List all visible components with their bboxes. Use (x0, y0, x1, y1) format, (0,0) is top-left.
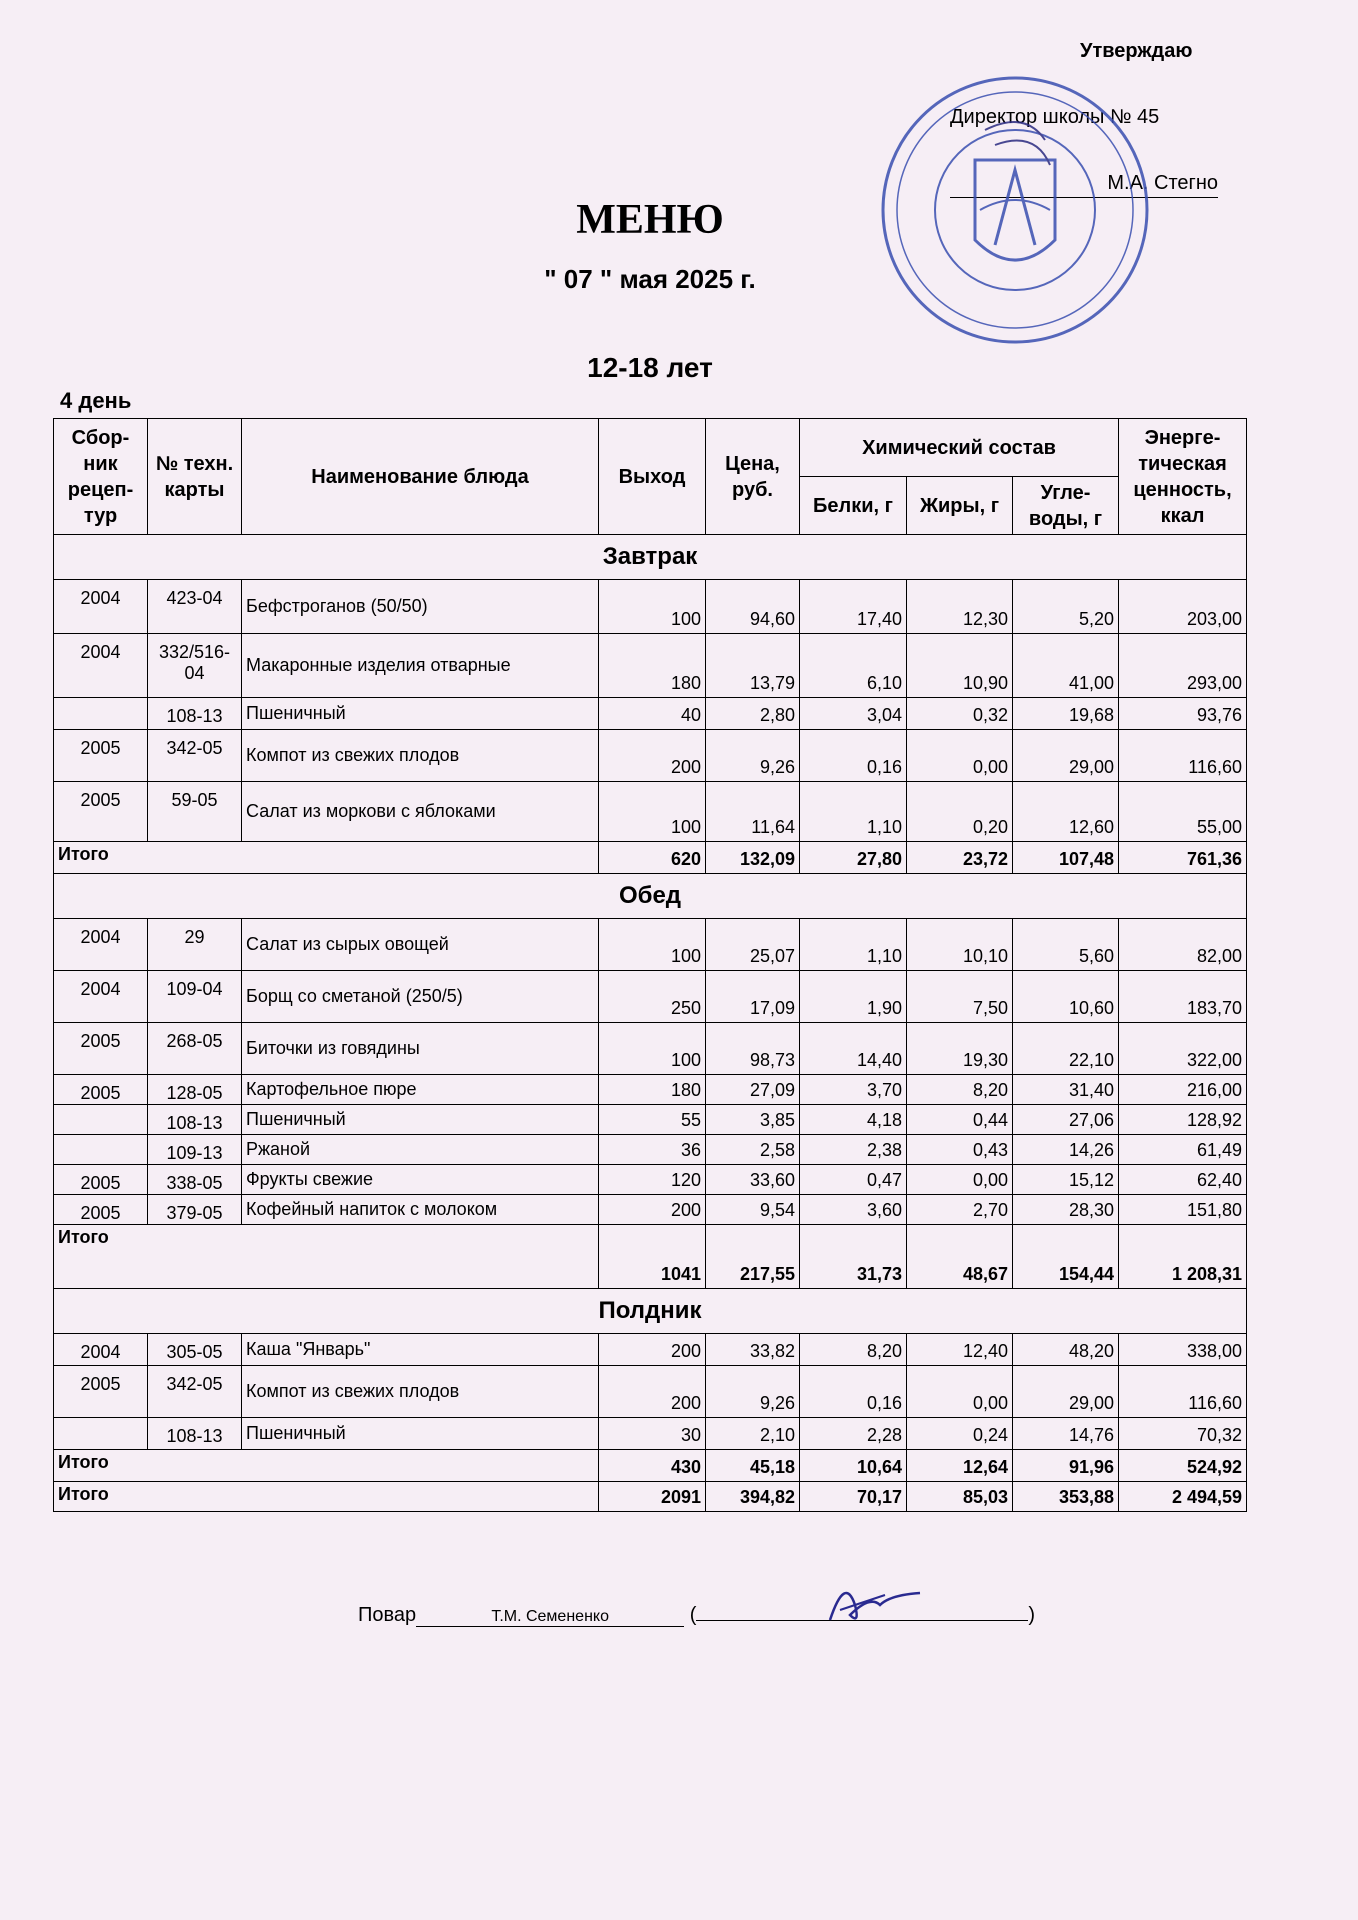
cell-f: 0,43 (907, 1135, 1013, 1165)
cell-e: 55,00 (1119, 782, 1247, 842)
header-collection: Сбор-ник рецеп-тур (54, 419, 148, 535)
section-header (54, 874, 1247, 919)
total-cell-u: 107,48 (1013, 842, 1119, 874)
approval-heading: Утверждаю (1080, 40, 1193, 62)
cell-e: 62,40 (1119, 1165, 1247, 1195)
cell-u: 22,10 (1013, 1023, 1119, 1075)
cell-dish: Картофельное пюре (242, 1075, 599, 1105)
cell-u: 29,00 (1013, 730, 1119, 782)
table-row (54, 1105, 1247, 1135)
table-row (54, 1075, 1247, 1105)
cell-card: 128-05 (148, 1075, 242, 1105)
cell-e: 183,70 (1119, 971, 1247, 1023)
cell-u: 19,68 (1013, 698, 1119, 730)
cell-u: 10,60 (1013, 971, 1119, 1023)
cell-p: 9,26 (706, 730, 800, 782)
section-title: Завтрак (54, 535, 1247, 580)
cell-dish: Биточки из говядины (242, 1023, 599, 1075)
table-row (54, 782, 1247, 842)
header-card: № техн. карты (148, 419, 242, 535)
cell-u: 29,00 (1013, 1366, 1119, 1418)
cell-collection (54, 1418, 148, 1450)
table-row (54, 730, 1247, 782)
cell-b: 0,16 (800, 1366, 907, 1418)
cell-card: 29 (148, 919, 242, 971)
total-cell-p: 45,18 (706, 1450, 800, 1482)
cell-p: 33,60 (706, 1165, 800, 1195)
cell-u: 14,26 (1013, 1135, 1119, 1165)
total-label: Итого (54, 1225, 599, 1289)
section-header (54, 1289, 1247, 1334)
total-cell-f: 12,64 (907, 1450, 1013, 1482)
cell-dish: Компот из свежих плодов (242, 1366, 599, 1418)
cell-card: 379-05 (148, 1195, 242, 1225)
cell-b: 8,20 (800, 1334, 907, 1366)
cell-y: 120 (599, 1165, 706, 1195)
cell-dish: Бефстроганов (50/50) (242, 580, 599, 634)
cell-dish: Фрукты свежие (242, 1165, 599, 1195)
cell-f: 0,44 (907, 1105, 1013, 1135)
cell-b: 3,04 (800, 698, 907, 730)
cell-dish: Пшеничный (242, 1418, 599, 1450)
cell-b: 1,10 (800, 782, 907, 842)
cell-y: 200 (599, 1366, 706, 1418)
total-cell-f: 85,03 (907, 1482, 1013, 1512)
cell-p: 13,79 (706, 634, 800, 698)
cell-e: 116,60 (1119, 1366, 1247, 1418)
cell-f: 12,30 (907, 580, 1013, 634)
cell-u: 5,60 (1013, 919, 1119, 971)
total-row (54, 1482, 1247, 1512)
cell-dish: Кофейный напиток с молоком (242, 1195, 599, 1225)
header-energy: Энерге-тическая ценность, ккал (1119, 419, 1247, 535)
cell-e: 322,00 (1119, 1023, 1247, 1075)
cell-dish: Салат из сырых овощей (242, 919, 599, 971)
cell-y: 200 (599, 1334, 706, 1366)
header-protein: Белки, г (800, 477, 907, 535)
cell-p: 3,85 (706, 1105, 800, 1135)
total-cell-f: 48,67 (907, 1225, 1013, 1289)
header-price: Цена, руб. (706, 419, 800, 535)
cell-p: 98,73 (706, 1023, 800, 1075)
cell-e: 128,92 (1119, 1105, 1247, 1135)
table-row (54, 1334, 1247, 1366)
total-cell-b: 31,73 (800, 1225, 907, 1289)
cell-dish: Ржаной (242, 1135, 599, 1165)
cell-card: 108-13 (148, 1418, 242, 1450)
cell-f: 0,24 (907, 1418, 1013, 1450)
cell-p: 2,58 (706, 1135, 800, 1165)
cell-card: 108-13 (148, 698, 242, 730)
cell-collection: 2004 (54, 919, 148, 971)
cell-card: 268-05 (148, 1023, 242, 1075)
cell-p: 33,82 (706, 1334, 800, 1366)
cell-collection: 2005 (54, 1165, 148, 1195)
cell-e: 70,32 (1119, 1418, 1247, 1450)
total-label: Итого (54, 1450, 599, 1482)
total-label: Итого (54, 842, 599, 874)
total-cell-u: 154,44 (1013, 1225, 1119, 1289)
total-cell-f: 23,72 (907, 842, 1013, 874)
cell-e: 338,00 (1119, 1334, 1247, 1366)
total-label: Итого (54, 1482, 599, 1512)
cell-u: 48,20 (1013, 1334, 1119, 1366)
cell-f: 7,50 (907, 971, 1013, 1023)
cell-collection: 2004 (54, 1334, 148, 1366)
cell-dish: Компот из свежих плодов (242, 730, 599, 782)
total-cell-b: 10,64 (800, 1450, 907, 1482)
cell-collection: 2004 (54, 634, 148, 698)
total-cell-y: 620 (599, 842, 706, 874)
cell-f: 0,32 (907, 698, 1013, 730)
cell-b: 0,16 (800, 730, 907, 782)
header-dish: Наименование блюда (242, 419, 599, 535)
cell-u: 14,76 (1013, 1418, 1119, 1450)
cell-collection: 2005 (54, 1023, 148, 1075)
cell-y: 100 (599, 919, 706, 971)
cell-collection: 2004 (54, 971, 148, 1023)
cell-dish: Борщ со сметаной (250/5) (242, 971, 599, 1023)
cell-p: 2,10 (706, 1418, 800, 1450)
cell-u: 41,00 (1013, 634, 1119, 698)
cook-paren-open: ( (689, 1604, 697, 1626)
menu-body (54, 535, 1247, 1512)
menu-table (53, 418, 1247, 1512)
cell-u: 27,06 (1013, 1105, 1119, 1135)
cell-dish: Макаронные изделия отварные (242, 634, 599, 698)
total-row (54, 842, 1247, 874)
cell-y: 180 (599, 634, 706, 698)
cell-f: 12,40 (907, 1334, 1013, 1366)
table-row (54, 1366, 1247, 1418)
cell-u: 12,60 (1013, 782, 1119, 842)
cell-e: 61,49 (1119, 1135, 1247, 1165)
table-row (54, 971, 1247, 1023)
cell-collection: 2004 (54, 580, 148, 634)
cell-e: 293,00 (1119, 634, 1247, 698)
table-row (54, 1023, 1247, 1075)
total-row (54, 1225, 1247, 1289)
cell-f: 8,20 (907, 1075, 1013, 1105)
total-cell-e: 1 208,31 (1119, 1225, 1247, 1289)
cell-collection: 2005 (54, 1195, 148, 1225)
header-fat: Жиры, г (907, 477, 1013, 535)
cell-b: 6,10 (800, 634, 907, 698)
cell-e: 151,80 (1119, 1195, 1247, 1225)
cell-f: 0,00 (907, 1165, 1013, 1195)
cell-card: 332/516-04 (148, 634, 242, 698)
total-cell-e: 524,92 (1119, 1450, 1247, 1482)
cell-y: 200 (599, 730, 706, 782)
cell-u: 15,12 (1013, 1165, 1119, 1195)
cell-u: 28,30 (1013, 1195, 1119, 1225)
total-cell-y: 1041 (599, 1225, 706, 1289)
approval-position: Директор школы № 45 (950, 106, 1160, 128)
cell-p: 9,26 (706, 1366, 800, 1418)
cell-y: 200 (599, 1195, 706, 1225)
cell-p: 2,80 (706, 698, 800, 730)
table-row (54, 1418, 1247, 1450)
cook-signature-icon (810, 1565, 930, 1635)
cell-f: 10,90 (907, 634, 1013, 698)
total-cell-u: 91,96 (1013, 1450, 1119, 1482)
cell-card: 59-05 (148, 782, 242, 842)
cell-dish: Пшеничный (242, 698, 599, 730)
cell-collection (54, 698, 148, 730)
cell-f: 10,10 (907, 919, 1013, 971)
page-title: МЕНЮ (576, 197, 724, 243)
cell-p: 9,54 (706, 1195, 800, 1225)
total-cell-b: 70,17 (800, 1482, 907, 1512)
cell-collection: 2005 (54, 1366, 148, 1418)
cell-y: 36 (599, 1135, 706, 1165)
table-row (54, 1135, 1247, 1165)
cell-b: 1,90 (800, 971, 907, 1023)
cell-b: 2,28 (800, 1418, 907, 1450)
total-cell-y: 430 (599, 1450, 706, 1482)
cell-card: 342-05 (148, 1366, 242, 1418)
total-cell-p: 217,55 (706, 1225, 800, 1289)
cell-y: 180 (599, 1075, 706, 1105)
cell-collection: 2005 (54, 782, 148, 842)
total-cell-y: 2091 (599, 1482, 706, 1512)
cell-dish: Каша "Январь" (242, 1334, 599, 1366)
table-row (54, 919, 1247, 971)
cell-b: 2,38 (800, 1135, 907, 1165)
cell-p: 27,09 (706, 1075, 800, 1105)
table-row (54, 634, 1247, 698)
cell-e: 93,76 (1119, 698, 1247, 730)
total-cell-u: 353,88 (1013, 1482, 1119, 1512)
cell-b: 4,18 (800, 1105, 907, 1135)
age-group: 12-18 лет (587, 352, 713, 383)
table-row (54, 1165, 1247, 1195)
cell-e: 82,00 (1119, 919, 1247, 971)
cell-f: 2,70 (907, 1195, 1013, 1225)
cell-card: 338-05 (148, 1165, 242, 1195)
cook-signature-line (358, 1604, 1035, 1627)
section-header (54, 535, 1247, 580)
cell-b: 3,70 (800, 1075, 907, 1105)
cell-y: 100 (599, 782, 706, 842)
cell-y: 40 (599, 698, 706, 730)
cell-y: 55 (599, 1105, 706, 1135)
table-row (54, 1195, 1247, 1225)
total-row (54, 1450, 1247, 1482)
cell-f: 0,00 (907, 730, 1013, 782)
total-cell-e: 761,36 (1119, 842, 1247, 874)
cell-y: 250 (599, 971, 706, 1023)
table-row (54, 580, 1247, 634)
cell-e: 216,00 (1119, 1075, 1247, 1105)
cell-collection: 2005 (54, 730, 148, 782)
total-cell-p: 132,09 (706, 842, 800, 874)
cell-collection (54, 1135, 148, 1165)
cell-b: 3,60 (800, 1195, 907, 1225)
cell-card: 423-04 (148, 580, 242, 634)
cell-dish: Салат из моркови с яблоками (242, 782, 599, 842)
cell-y: 30 (599, 1418, 706, 1450)
total-cell-e: 2 494,59 (1119, 1482, 1247, 1512)
cell-f: 19,30 (907, 1023, 1013, 1075)
section-title: Обед (54, 874, 1247, 919)
approval-name: М.А. Стегно (950, 172, 1218, 198)
cell-card: 342-05 (148, 730, 242, 782)
cell-p: 11,64 (706, 782, 800, 842)
cell-dish: Пшеничный (242, 1105, 599, 1135)
cell-b: 1,10 (800, 919, 907, 971)
header-chem: Химический состав (800, 419, 1119, 477)
cell-b: 14,40 (800, 1023, 907, 1075)
cook-label: Повар (358, 1604, 417, 1626)
cell-e: 116,60 (1119, 730, 1247, 782)
cell-b: 0,47 (800, 1165, 907, 1195)
cell-f: 0,20 (907, 782, 1013, 842)
menu-date: " 07 " мая 2025 г. (544, 264, 756, 294)
total-cell-b: 27,80 (800, 842, 907, 874)
table-row (54, 698, 1247, 730)
cell-u: 31,40 (1013, 1075, 1119, 1105)
cell-p: 94,60 (706, 580, 800, 634)
cell-u: 5,20 (1013, 580, 1119, 634)
cook-name: Т.М. Семененко (416, 1608, 684, 1627)
cell-card: 108-13 (148, 1105, 242, 1135)
cell-card: 109-04 (148, 971, 242, 1023)
cell-e: 203,00 (1119, 580, 1247, 634)
day-label: 4 день (60, 388, 132, 413)
total-cell-p: 394,82 (706, 1482, 800, 1512)
cell-card: 305-05 (148, 1334, 242, 1366)
cell-b: 17,40 (800, 580, 907, 634)
header-yield: Выход (599, 419, 706, 535)
section-title: Полдник (54, 1289, 1247, 1334)
cook-paren-close: ) (1028, 1604, 1036, 1626)
header-carbs: Угле-воды, г (1013, 477, 1119, 535)
cell-collection (54, 1105, 148, 1135)
cell-p: 25,07 (706, 919, 800, 971)
cell-collection: 2005 (54, 1075, 148, 1105)
cell-p: 17,09 (706, 971, 800, 1023)
cell-f: 0,00 (907, 1366, 1013, 1418)
cell-y: 100 (599, 580, 706, 634)
cell-y: 100 (599, 1023, 706, 1075)
cell-card: 109-13 (148, 1135, 242, 1165)
